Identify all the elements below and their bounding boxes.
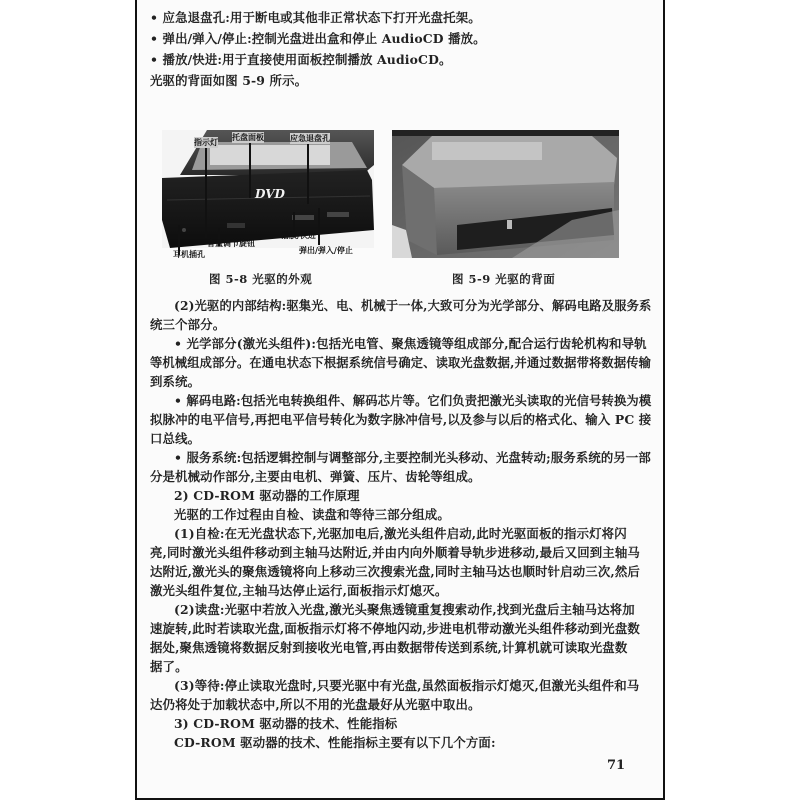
label-indicator: 指示灯 <box>194 137 218 147</box>
book-page <box>135 0 665 800</box>
body-line: 据了。 <box>150 659 188 674</box>
body-line: 光驱的工作过程由自检、读盘和等待三部分组成。 <box>174 507 450 522</box>
label-headphone: 耳机插孔 <box>173 249 205 259</box>
leader-emergency <box>307 144 309 204</box>
bullet-play: • 播放/快进:用于直接使用面板控制播放 AudioCD。 <box>150 52 452 67</box>
leader-play <box>293 212 295 232</box>
body-line: 达附近,激光头的聚焦透镜将向上移动三次搜索光盘,同时主轴马达也顺时针启动三次,然后 <box>150 564 640 579</box>
section-heading-performance: 3) CD-ROM 驱动器的技术、性能指标 <box>174 716 398 731</box>
label-play-ff: 播放/快进 <box>281 230 316 240</box>
leader-eject <box>318 208 320 245</box>
body-line: 激光头组件复位,主轴马达停止运行,面板指示灯熄灭。 <box>150 583 448 598</box>
body-line: 据处,聚焦透镜将数据反射到接收光电管,再由数据带传送到系统,计算机就可读取光盘数 <box>150 640 628 655</box>
bullet-emergency-eject: • 应急退盘孔:用于断电或其他非正常状态下打开光盘托架。 <box>150 10 481 25</box>
figure-5-9-caption: 图 5-9 光驱的背面 <box>452 272 556 286</box>
body-line: 等机械组成部分。在通电状态下根据系统信号确定、读取光盘数据,并通过数据带将数据传输 <box>150 355 652 370</box>
body-line: (2)光驱的内部结构:驱集光、电、机械于一体,大致可分为光学部分、解码电路及服务系 <box>174 298 652 313</box>
label-eject: 弹出/弹入/停止 <box>299 245 353 255</box>
leader-tray <box>249 143 251 198</box>
page-number: 71 <box>607 758 626 773</box>
body-line: 口总线。 <box>150 431 201 446</box>
section-heading-working-principle: 2) CD-ROM 驱动器的工作原理 <box>174 488 360 503</box>
body-line: 达仍将处于加载状态中,所以不用的光盘最好从光驱中取出。 <box>150 697 481 712</box>
label-emergency-eject: 应急退盘孔 <box>290 133 330 143</box>
body-line: CD-ROM 驱动器的技术、性能指标主要有以下几个方面: <box>174 735 496 750</box>
body-line: • 服务系统:包括逻辑控制与调整部分,主要控制光头移动、光盘转动;服务系统的另一部 <box>174 450 651 465</box>
body-line: 统三个部分。 <box>150 317 226 332</box>
dvd-logo: DVD <box>255 187 285 201</box>
bullet-eject: • 弹出/弹入/停止:控制光盘进出盒和停止 AudioCD 播放。 <box>150 31 486 46</box>
drive-rear-illustration <box>392 130 619 258</box>
body-line: • 解码电路:包括光电转换组件、解码芯片等。它们负责把激光头读取的光信号转换为模 <box>174 393 652 408</box>
body-line: (3)等待:停止读取光盘时,只要光驱中有光盘,虽然面板指示灯熄灭,但激光头组件和马 <box>174 678 640 693</box>
body-line: 拟脉冲的电平信号,再把电平信号转化为数字脉冲信号,以及参与以后的格式化、输入 PC 接 <box>150 412 652 427</box>
rear-view-intro: 光驱的背面如图 5-9 所示。 <box>150 73 308 88</box>
body-line: 分是机械动作部分,主要由电机、弹簧、压片、齿轮等组成。 <box>150 469 481 484</box>
label-volume: 音量调节旋钮 <box>207 238 255 248</box>
body-line: (1)自检:在无光盘状态下,光驱加电后,激光头组件启动,此时光驱面板的指示灯将闪 <box>174 526 627 541</box>
leader-indicator <box>205 148 207 238</box>
figure-5-8-caption: 图 5-8 光驱的外观 <box>209 272 313 286</box>
body-line: • 光学部分(激光头组件):包括光电管、聚焦透镜等组成部分,配合运行齿轮机构和导轨 <box>174 336 647 351</box>
body-line: 速旋转,此时若读取光盘,面板指示灯将不停地闪动,步进电机带动激光头组件移动到光盘数 <box>150 621 640 636</box>
body-line: 到系统。 <box>150 374 201 389</box>
label-tray-panel: 托盘面板 <box>232 132 264 142</box>
figure-5-9-photo <box>392 130 619 258</box>
body-line: (2)读盘:光驱中若放入光盘,激光头聚焦透镜重复搜索动作,找到光盘后主轴马达将加 <box>174 602 635 617</box>
body-line: 亮,同时激光头组件移动到主轴马达附近,并由内向外顺着导轨步进移动,最后又回到主轴马 <box>150 545 640 560</box>
